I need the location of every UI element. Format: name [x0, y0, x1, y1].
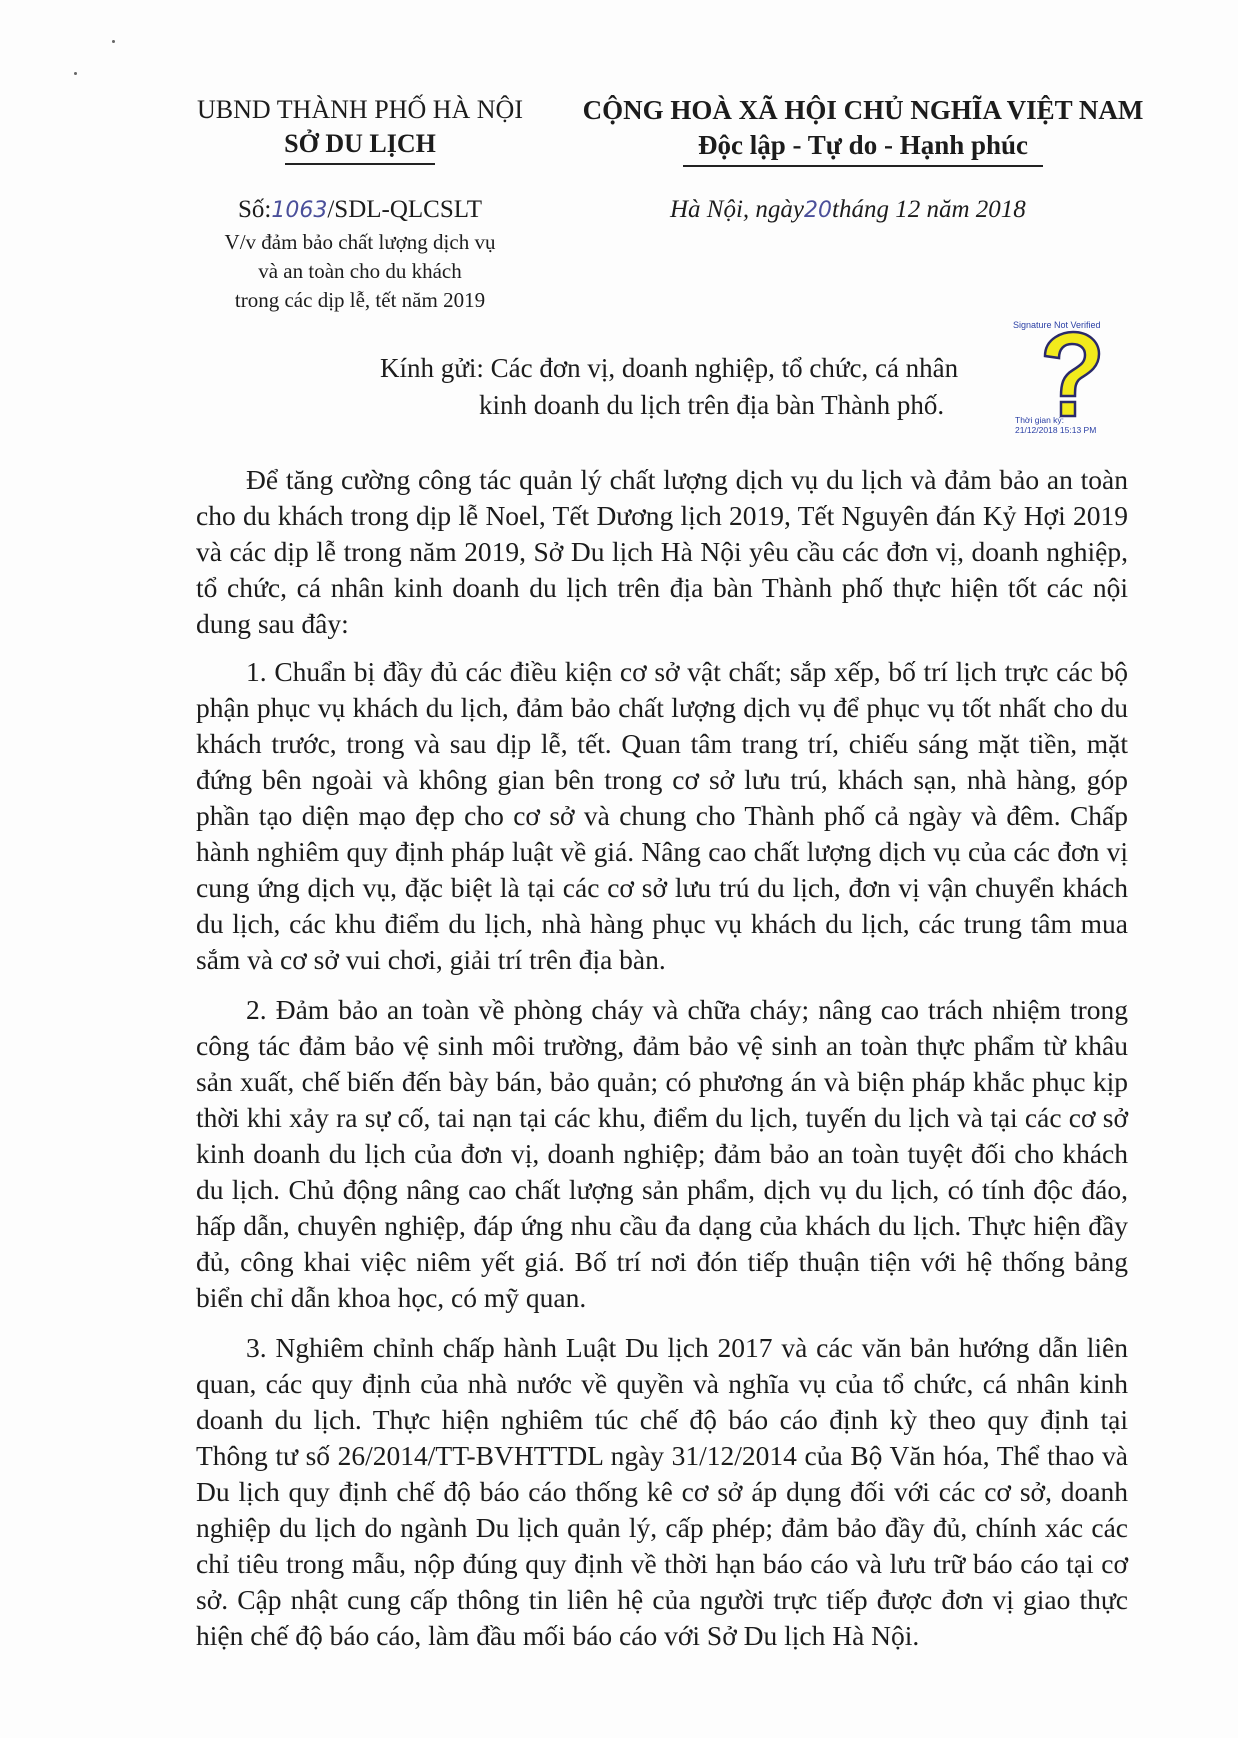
issuing-organization: UBND THÀNH PHỐ HÀ NỘI: [197, 95, 523, 124]
date-prefix: Hà Nội, ngày: [670, 196, 805, 223]
issuing-department: SỞ DU LỊCH: [284, 129, 436, 158]
document-number-handwritten: 1063: [271, 198, 328, 223]
signature-time-label: Thời gian ký:: [1015, 415, 1065, 425]
date-day-handwritten: 20: [804, 198, 833, 223]
scan-speck: [74, 72, 77, 75]
motto-underline: [683, 165, 1043, 167]
body-item-3: 3. Nghiêm chỉnh chấp hành Luật Du lịch 2017 và các văn bản hướng dẫn liên quan, các quy định của nhà nước về quyền và nghĩa vụ của tổ chức, cá nhân kinh doanh du lịch. Thực hiện nghiêm túc chế độ báo cáo định kỳ theo quy định tại Thông tư số 26/2014/TT-BVHTTDL ngày 31/12/2014 của Bộ Văn hóa, Thể thao và Du lịch quy định chế độ báo cáo thống kê cơ sở áp dụng đối với các cơ sở, doanh nghiệp du lịch do ngành Du lịch quản lý, cấp phép; đảm bảo đầy đủ, chính xác các chỉ tiêu trong mẫu, nộp đúng quy định về thời hạn báo cáo và lưu trữ báo cáo tại cơ sở. Cập nhật cung cấp thông tin liên hệ của người trực tiếp được đơn vị giao thực hiện chế độ báo cáo, làm đầu mối báo cáo với Sở Du lịch Hà Nội.: [196, 1332, 1128, 1651]
digital-signature[interactable]: [1013, 320, 1118, 438]
document-number-prefix: Số:: [237, 196, 272, 223]
date-line: [670, 196, 1026, 224]
subject-line: trong các dịp lễ, tết năm 2019: [234, 288, 486, 312]
body-item-2: 2. Đảm bảo an toàn về phòng cháy và chữa cháy; nâng cao trách nhiệm trong công tác đảm bảo vệ sinh môi trường, đảm bảo vệ sinh an toàn thực phẩm từ khâu sản xuất, chế biến đến bày bán, bảo quản; có phương án và biện pháp khắc phục kịp thời khi xảy ra sự cố, tai nạn tại các khu, điểm du lịch, tuyến du lịch và tại các cơ sở kinh doanh du lịch của đơn vị, doanh nghiệp; đảm bảo an toàn tuyệt đối cho khách du lịch. Chủ động nâng cao chất lượng sản phẩm, dịch vụ du lịch, có tính độc đáo, hấp dẫn, chuyên nghiệp, đáp ứng nhu cầu đa dạng của khách du lịch. Thực hiện đầy đủ, công khai việc niêm yết giá. Bố trí nơi đón tiếp thuận tiện với hệ thống bảng biển chỉ dẫn khoa học, có mỹ quan.: [196, 994, 1128, 1313]
national-title: CỘNG HOÀ XÃ HỘI CHỦ NGHĨA VIỆT NAM: [582, 95, 1144, 125]
document-number-suffix: /SDL-QLCSLT: [327, 196, 482, 223]
date-suffix: tháng 12 năm 2018: [832, 196, 1026, 223]
national-motto: Độc lập - Tự do - Hạnh phúc: [697, 130, 1029, 160]
subject-line: V/v đảm bảo chất lượng dịch vụ: [224, 230, 496, 254]
signature-time-value: 21/12/2018 15:13 PM: [1015, 425, 1097, 435]
recipients-block: [380, 350, 1020, 424]
recipients-line-1: Kính gửi: Các đơn vị, doanh nghiệp, tổ chức, cá nhân: [380, 353, 959, 383]
document-number: [195, 196, 525, 224]
body-intro-paragraph: Để tăng cường công tác quản lý chất lượng dịch vụ du lịch và đảm bảo an toàn cho du khách trong dịp lễ Noel, Tết Dương lịch 2019, Tết Nguyên đán Kỷ Hợi 2019 và các dịp lễ trong năm 2019, Sở Du lịch Hà Nội yêu cầu các đơn vị, doanh nghiệp, tổ chức, cá nhân kinh doanh du lịch trên địa bàn Thành phố thực hiện tốt các nội dung sau đây:: [196, 464, 1128, 639]
department-underline: [285, 163, 435, 165]
signature-time: [1015, 415, 1096, 435]
issuing-authority-block: [180, 95, 540, 165]
signature-status: Signature Not Verified: [1013, 320, 1101, 330]
document-number-block: [195, 196, 525, 315]
body-item-1: 1. Chuẩn bị đầy đủ các điều kiện cơ sở vật chất; sắp xếp, bố trí lịch trực các bộ phận phục vụ khách du lịch, đảm bảo chất lượng dịch vụ để phục vụ tốt nhất cho du khách trước, trong và sau dịp lễ, tết. Quan tâm trang trí, chiếu sáng mặt tiền, mặt đứng bên ngoài và không gian bên trong cơ sở lưu trú, khách sạn, nhà hàng, góp phần tạo diện mạo đẹp cho cơ sở và chung cho Thành phố cả ngày và đêm. Chấp hành nghiêm quy định pháp luật về giá. Nâng cao chất lượng dịch vụ của các đơn vị cung ứng dịch vụ, đặc biệt là tại các cơ sở lưu trú du lịch, đơn vị vận chuyển khách du lịch, các khu điểm du lịch, nhà hàng phục vụ khách du lịch, các trung tâm mua sắm và cơ sở vui chơi, giải trí trên địa bàn.: [196, 656, 1128, 975]
signature-unverified-icon: [1035, 330, 1105, 422]
document-body: [196, 462, 1128, 1668]
national-title-block: [578, 95, 1148, 167]
subject-line: và an toàn cho du khách: [258, 259, 462, 283]
document-subject: [195, 228, 525, 315]
scan-speck: [112, 40, 115, 43]
recipients-line-2: kinh doanh du lịch trên địa bàn Thành phố.: [479, 390, 945, 420]
